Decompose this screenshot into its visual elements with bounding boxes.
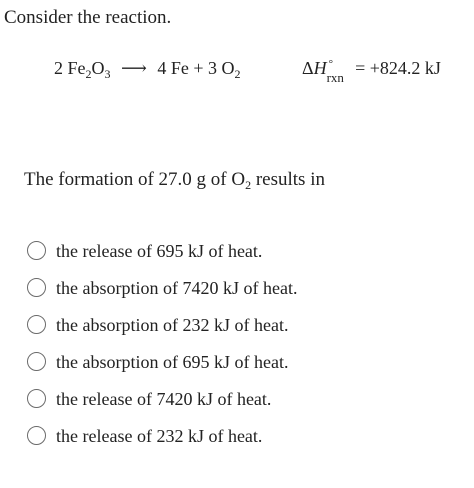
answer-option[interactable] [27, 232, 297, 269]
enthalpy-symbol: H [313, 58, 327, 78]
answer-options [27, 232, 297, 454]
answer-option-label: the absorption of 232 kJ of heat. [56, 314, 289, 335]
answer-option[interactable] [27, 380, 297, 417]
radio-button[interactable] [27, 278, 46, 297]
question-prefix: The formation of 27.0 g of O [24, 169, 246, 190]
standard-degree-symbol: ° [328, 58, 333, 70]
reactant-fe-subscript: 2 [85, 67, 92, 81]
intro-text: Consider the reaction. [4, 7, 172, 28]
answer-option-label: the absorption of 695 kJ of heat. [56, 351, 289, 372]
reactant-fe: Fe [67, 58, 86, 78]
reactant-o-subscript: 3 [104, 67, 111, 81]
answer-option[interactable] [27, 306, 297, 343]
rxn-subscript: rxn [326, 70, 344, 85]
answer-option-label: the absorption of 7420 kJ of heat. [56, 277, 298, 298]
chemical-equation [54, 56, 240, 86]
radio-button[interactable] [27, 352, 46, 371]
product-o-subscript: 2 [234, 67, 241, 81]
reactant-coefficient: 2 [54, 58, 63, 78]
radio-button[interactable] [27, 241, 46, 260]
reactant-o: O [91, 58, 105, 78]
question-suffix: results in [251, 169, 325, 190]
answer-option[interactable] [27, 417, 297, 454]
answer-option-label: the release of 232 kJ of heat. [56, 425, 263, 446]
radio-button[interactable] [27, 426, 46, 445]
question-text [24, 168, 325, 197]
answer-option[interactable] [27, 269, 297, 306]
answer-option-label: the release of 7420 kJ of heat. [56, 388, 272, 409]
question-subscript: 2 [245, 178, 252, 192]
radio-button[interactable] [27, 315, 46, 334]
answer-option[interactable] [27, 343, 297, 380]
delta-symbol: Δ [302, 58, 314, 78]
products: 4 Fe + 3 O [157, 58, 235, 78]
answer-option-label: the release of 695 kJ of heat. [56, 240, 263, 261]
radio-button[interactable] [27, 389, 46, 408]
enthalpy-value: = +824.2 kJ [355, 58, 441, 78]
reaction-arrow-icon: ⟶ [121, 58, 147, 78]
enthalpy-of-reaction [302, 56, 441, 85]
